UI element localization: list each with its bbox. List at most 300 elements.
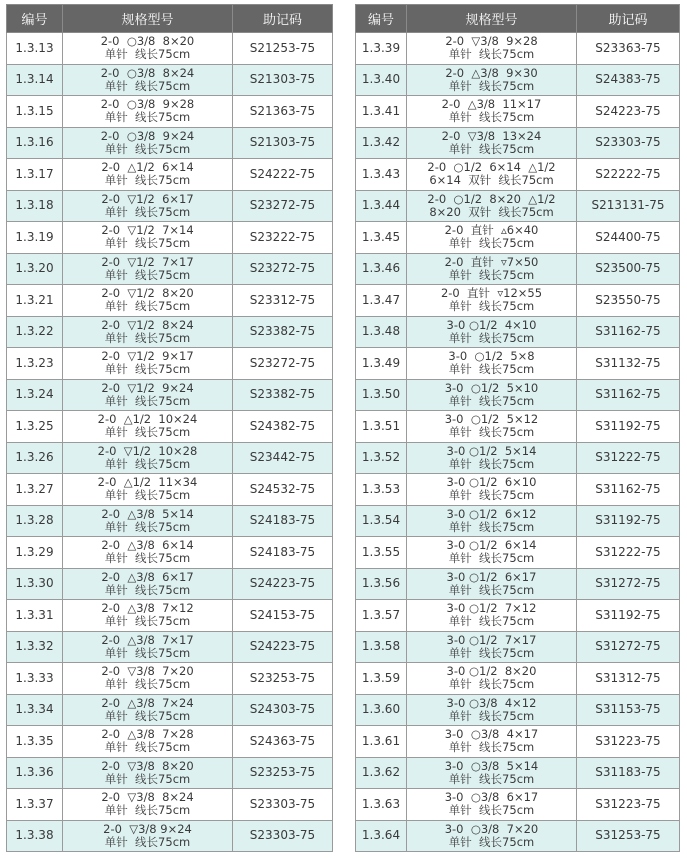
table-row (356, 568, 680, 600)
item-number: 1.3.35 (7, 726, 63, 758)
table-row (356, 190, 680, 222)
item-spec (407, 631, 577, 663)
table-row (7, 820, 333, 852)
item-code: S24222-75 (233, 159, 333, 191)
item-spec (63, 631, 233, 663)
item-spec (407, 379, 577, 411)
spec-line-1: 3-0 ○3/8 4×17 (444, 727, 539, 742)
spec-line-2: 单针 线长75cm (104, 393, 191, 408)
spec-line-1: 2-0 △3/8 5×14 (101, 506, 194, 521)
spec-line-1: 3-0 ○1/2 6×17 (446, 569, 537, 584)
spec-line-1: 2-0 ○3/8 9×24 (100, 128, 195, 143)
table-row (7, 442, 333, 474)
spec-line-1: 3-0 ○1/2 4×10 (446, 317, 537, 332)
item-number: 1.3.30 (7, 568, 63, 600)
item-number: 1.3.61 (356, 726, 407, 758)
table-row (7, 96, 333, 128)
spec-line-2: 单针 线长75cm (448, 267, 535, 282)
spec-line-2: 单针 线长75cm (104, 645, 191, 660)
spec-line-2: 单针 线长75cm (448, 299, 535, 314)
spec-line-2: 单针 线长75cm (448, 614, 535, 629)
spec-line-1: 3-0 ○3/8 7×20 (444, 821, 539, 836)
item-number: 1.3.37 (7, 789, 63, 821)
item-spec (63, 568, 233, 600)
item-spec (407, 285, 577, 317)
item-code: S31272-75 (577, 568, 680, 600)
table-row (7, 33, 333, 65)
spec-line-1: 2-0 ▽3/8 9×28 (445, 34, 538, 49)
spec-line-2: 单针 线长75cm (448, 425, 535, 440)
item-code: S22222-75 (577, 159, 680, 191)
table-row (7, 64, 333, 96)
item-number: 1.3.49 (356, 348, 407, 380)
item-number: 1.3.21 (7, 285, 63, 317)
table-row (356, 474, 680, 506)
item-code: S23382-75 (233, 379, 333, 411)
item-number: 1.3.17 (7, 159, 63, 191)
item-number: 1.3.38 (7, 820, 63, 852)
item-spec (407, 663, 577, 695)
spec-line-1: 2-0 ▽3/8 8×24 (101, 790, 194, 805)
item-number: 1.3.28 (7, 505, 63, 537)
spec-line-1: 2-0 ▽3/8 7×20 (101, 664, 194, 679)
table-row (7, 285, 333, 317)
header-number: 编号 (7, 5, 63, 33)
header-number: 编号 (356, 5, 407, 33)
item-number: 1.3.45 (356, 222, 407, 254)
spec-line-2: 单针 线长75cm (104, 456, 191, 471)
item-spec (63, 411, 233, 443)
item-number: 1.3.14 (7, 64, 63, 96)
table-row (7, 568, 333, 600)
item-number: 1.3.47 (356, 285, 407, 317)
item-code: S21303-75 (233, 64, 333, 96)
spec-line-1: 2-0 △1/2 10×24 (97, 412, 198, 427)
spec-line-2: 单针 线长75cm (104, 267, 191, 282)
item-number: 1.3.64 (356, 820, 407, 852)
item-spec (407, 537, 577, 569)
item-code: S23312-75 (233, 285, 333, 317)
spec-line-2: 单针 线长75cm (104, 519, 191, 534)
item-spec (407, 411, 577, 443)
spec-line-2: 6×14 双针 线长75cm (429, 173, 554, 188)
item-spec (407, 64, 577, 96)
item-code: S24303-75 (233, 694, 333, 726)
table-row (356, 600, 680, 632)
spec-line-1: 2-0 ○3/8 9×28 (100, 97, 195, 112)
item-code: S23222-75 (233, 222, 333, 254)
spec-line-1: 2-0 直针 ▿12×55 (440, 286, 543, 301)
item-code: S23272-75 (233, 190, 333, 222)
spec-line-1: 3-0 ○1/2 8×20 (446, 664, 537, 679)
header-spec: 规格型号 (63, 5, 233, 33)
item-number: 1.3.58 (356, 631, 407, 663)
spec-line-2: 单针 线长75cm (448, 236, 535, 251)
spec-line-2: 单针 线长75cm (104, 677, 191, 692)
item-code: S31192-75 (577, 411, 680, 443)
item-spec (63, 789, 233, 821)
item-spec (63, 222, 233, 254)
spec-line-1: 3-0 ○3/8 5×14 (444, 758, 539, 773)
spec-line-1: 3-0 ○1/2 5×8 (448, 349, 535, 364)
item-code: S23500-75 (577, 253, 680, 285)
item-number: 1.3.46 (356, 253, 407, 285)
item-spec (63, 694, 233, 726)
spec-line-1: 2-0 △3/8 6×14 (101, 538, 194, 553)
table-row (7, 789, 333, 821)
item-spec (407, 96, 577, 128)
spec-line-2: 单针 线长75cm (104, 110, 191, 125)
item-spec (407, 726, 577, 758)
item-code: S31222-75 (577, 537, 680, 569)
table-row (7, 127, 333, 159)
spec-line-2: 单针 线长75cm (448, 110, 535, 125)
spec-line-1: 3-0 ○3/8 4×12 (446, 695, 537, 710)
spec-line-1: 2-0 ○1/2 8×20 △1/2 (427, 191, 556, 206)
spec-line-2: 单针 线长75cm (448, 488, 535, 503)
item-spec (407, 789, 577, 821)
table-row (356, 222, 680, 254)
item-code: S24383-75 (577, 64, 680, 96)
spec-line-2: 单针 线长75cm (104, 740, 191, 755)
item-spec (407, 474, 577, 506)
spec-line-1: 2-0 △3/8 9×30 (445, 65, 538, 80)
spec-line-2: 单针 线长75cm (104, 78, 191, 93)
item-code: S31223-75 (577, 726, 680, 758)
product-table-right (355, 4, 680, 852)
item-code: S24183-75 (233, 537, 333, 569)
item-code: S23303-75 (577, 127, 680, 159)
spec-line-1: 2-0 △3/8 7×17 (101, 632, 194, 647)
item-code: S24223-75 (577, 96, 680, 128)
spec-line-1: 2-0 ▽1/2 10×28 (97, 443, 198, 458)
spec-line-1: 2-0 ○3/8 8×20 (100, 34, 195, 49)
item-spec (63, 190, 233, 222)
table-row (356, 348, 680, 380)
spec-line-1: 2-0 ▽1/2 8×24 (101, 317, 194, 332)
item-code: S31162-75 (577, 316, 680, 348)
item-number: 1.3.19 (7, 222, 63, 254)
item-code: S31312-75 (577, 663, 680, 695)
item-code: S31153-75 (577, 694, 680, 726)
spec-line-1: 2-0 △3/8 6×17 (101, 569, 194, 584)
spec-line-2: 单针 线长75cm (448, 834, 535, 849)
spec-line-2: 单针 线长75cm (104, 803, 191, 818)
item-code: S23303-75 (233, 820, 333, 852)
item-spec (407, 190, 577, 222)
table-row (7, 757, 333, 789)
item-spec (63, 505, 233, 537)
spec-line-1: 2-0 ▽1/2 9×17 (101, 349, 194, 364)
item-spec (63, 348, 233, 380)
table-row (356, 694, 680, 726)
spec-line-1: 2-0 ▽3/8 8×20 (101, 758, 194, 773)
spec-line-2: 单针 线长75cm (448, 330, 535, 345)
spec-line-1: 2-0 ○3/8 8×24 (100, 65, 195, 80)
item-spec (407, 568, 577, 600)
item-spec (407, 33, 577, 65)
item-code: S31272-75 (577, 631, 680, 663)
table-row (356, 505, 680, 537)
item-number: 1.3.51 (356, 411, 407, 443)
spec-line-1: 2-0 ▽1/2 9×24 (101, 380, 194, 395)
item-code: S23272-75 (233, 348, 333, 380)
item-number: 1.3.33 (7, 663, 63, 695)
item-spec (63, 33, 233, 65)
header-row (356, 5, 680, 33)
item-code: S31162-75 (577, 379, 680, 411)
item-code: S31183-75 (577, 757, 680, 789)
table-row (356, 64, 680, 96)
item-code: S21363-75 (233, 96, 333, 128)
item-code: S23363-75 (577, 33, 680, 65)
item-spec (407, 316, 577, 348)
item-code: S23253-75 (233, 663, 333, 695)
item-number: 1.3.23 (7, 348, 63, 380)
table-row (7, 348, 333, 380)
spec-line-2: 单针 线长75cm (448, 551, 535, 566)
item-spec (63, 600, 233, 632)
item-spec (407, 348, 577, 380)
spec-line-2: 单针 线长75cm (448, 771, 535, 786)
item-code: S31222-75 (577, 442, 680, 474)
item-spec (407, 442, 577, 474)
table-row (356, 253, 680, 285)
item-number: 1.3.41 (356, 96, 407, 128)
item-code: S31132-75 (577, 348, 680, 380)
item-number: 1.3.60 (356, 694, 407, 726)
spec-line-2: 单针 线长75cm (104, 551, 191, 566)
table-row (356, 537, 680, 569)
item-code: S21253-75 (233, 33, 333, 65)
product-table-left (6, 4, 333, 852)
table-row (7, 253, 333, 285)
item-code: S24532-75 (233, 474, 333, 506)
spec-line-1: 2-0 △3/8 7×12 (101, 601, 194, 616)
item-number: 1.3.63 (356, 789, 407, 821)
item-code: S24400-75 (577, 222, 680, 254)
table-row (7, 505, 333, 537)
spec-line-1: 2-0 ○1/2 6×14 △1/2 (427, 160, 556, 175)
spec-line-1: 2-0 △3/8 7×28 (101, 727, 194, 742)
spec-line-2: 单针 线长75cm (104, 173, 191, 188)
item-number: 1.3.59 (356, 663, 407, 695)
item-spec (63, 159, 233, 191)
item-number: 1.3.56 (356, 568, 407, 600)
table-row (356, 379, 680, 411)
item-number: 1.3.15 (7, 96, 63, 128)
spec-line-2: 单针 线长75cm (448, 456, 535, 471)
spec-line-1: 3-0 ○1/2 6×14 (446, 538, 537, 553)
spec-line-1: 3-0 ○3/8 6×17 (444, 790, 539, 805)
spec-line-1: 2-0 △3/8 7×24 (101, 695, 194, 710)
spec-line-1: 2-0 △1/2 11×34 (97, 475, 198, 490)
item-spec (63, 442, 233, 474)
spec-line-1: 2-0 ▽1/2 7×17 (101, 254, 194, 269)
spec-line-2: 单针 线长75cm (104, 614, 191, 629)
spec-line-2: 单针 线长75cm (448, 708, 535, 723)
spec-line-2: 单针 线长75cm (104, 834, 191, 849)
item-code: S23442-75 (233, 442, 333, 474)
spec-line-2: 单针 线长75cm (104, 236, 191, 251)
item-number: 1.3.62 (356, 757, 407, 789)
item-spec (63, 316, 233, 348)
item-number: 1.3.39 (356, 33, 407, 65)
item-code: S24382-75 (233, 411, 333, 443)
table-row (7, 222, 333, 254)
item-number: 1.3.32 (7, 631, 63, 663)
spec-line-2: 单针 线长75cm (104, 47, 191, 62)
spec-line-1: 2-0 直针 ▿7×50 (444, 254, 539, 269)
item-number: 1.3.18 (7, 190, 63, 222)
item-spec (407, 505, 577, 537)
item-number: 1.3.20 (7, 253, 63, 285)
table-row (356, 789, 680, 821)
item-spec (407, 253, 577, 285)
table-row (7, 663, 333, 695)
item-number: 1.3.13 (7, 33, 63, 65)
item-number: 1.3.36 (7, 757, 63, 789)
item-spec (63, 757, 233, 789)
table-row (356, 411, 680, 443)
table-row (356, 820, 680, 852)
item-spec (63, 379, 233, 411)
table-row (356, 663, 680, 695)
item-number: 1.3.43 (356, 159, 407, 191)
spec-line-1: 2-0 ▽1/2 7×14 (101, 223, 194, 238)
item-spec (407, 694, 577, 726)
spec-line-1: 2-0 △3/8 11×17 (441, 97, 542, 112)
item-code: S24153-75 (233, 600, 333, 632)
table-row (7, 411, 333, 443)
item-number: 1.3.55 (356, 537, 407, 569)
item-number: 1.3.50 (356, 379, 407, 411)
spec-line-2: 单针 线长75cm (104, 488, 191, 503)
table-row (7, 474, 333, 506)
spec-line-2: 单针 线长75cm (104, 582, 191, 597)
item-spec (63, 64, 233, 96)
item-code: S31223-75 (577, 789, 680, 821)
spec-line-2: 单针 线长75cm (104, 425, 191, 440)
table-row (7, 694, 333, 726)
table-row (356, 316, 680, 348)
table-row (356, 127, 680, 159)
item-spec (63, 663, 233, 695)
table-row (356, 96, 680, 128)
item-code: S23272-75 (233, 253, 333, 285)
item-spec (63, 127, 233, 159)
header-row (7, 5, 333, 33)
item-number: 1.3.16 (7, 127, 63, 159)
item-code: S23253-75 (233, 757, 333, 789)
item-code: S23550-75 (577, 285, 680, 317)
item-spec (63, 96, 233, 128)
item-spec (63, 285, 233, 317)
table-row (7, 159, 333, 191)
spec-line-2: 单针 线长75cm (448, 362, 535, 377)
table-row (7, 537, 333, 569)
item-number: 1.3.40 (356, 64, 407, 96)
item-number: 1.3.44 (356, 190, 407, 222)
item-number: 1.3.53 (356, 474, 407, 506)
spec-line-1: 3-0 ○1/2 5×14 (446, 443, 537, 458)
spec-line-2: 单针 线长75cm (448, 740, 535, 755)
item-spec (407, 820, 577, 852)
item-number: 1.3.31 (7, 600, 63, 632)
table-row (7, 190, 333, 222)
item-spec (407, 600, 577, 632)
table-row (356, 285, 680, 317)
spec-line-2: 单针 线长75cm (448, 47, 535, 62)
spec-line-2: 单针 线长75cm (104, 771, 191, 786)
table-row (356, 726, 680, 758)
spec-line-2: 单针 线长75cm (104, 204, 191, 219)
spec-line-1: 3-0 ○1/2 6×12 (446, 506, 537, 521)
item-code: S21303-75 (233, 127, 333, 159)
spec-line-1: 3-0 ○1/2 7×12 (446, 601, 537, 616)
item-code: S24223-75 (233, 631, 333, 663)
spec-line-2: 单针 线长75cm (448, 141, 535, 156)
spec-line-2: 单针 线长75cm (448, 78, 535, 93)
item-code: S31192-75 (577, 600, 680, 632)
item-code: S23382-75 (233, 316, 333, 348)
table-row (7, 379, 333, 411)
spec-line-1: 2-0 ▽3/8 13×24 (441, 128, 542, 143)
item-spec (63, 253, 233, 285)
spec-line-2: 单针 线长75cm (104, 330, 191, 345)
header-code: 助记码 (233, 5, 333, 33)
item-number: 1.3.54 (356, 505, 407, 537)
spec-line-2: 单针 线长75cm (104, 362, 191, 377)
spec-line-2: 单针 线长75cm (104, 708, 191, 723)
spec-line-2: 单针 线长75cm (104, 299, 191, 314)
table-row (7, 631, 333, 663)
item-code: S213131-75 (577, 190, 680, 222)
spec-line-1: 3-0 ○1/2 6×10 (446, 475, 537, 490)
spec-line-1: 2-0 ▽3/8 9×24 (103, 821, 192, 836)
spec-line-2: 单针 线长75cm (448, 582, 535, 597)
header-spec: 规格型号 (407, 5, 577, 33)
item-code: S31192-75 (577, 505, 680, 537)
spec-line-1: 3-0 ○1/2 7×17 (446, 632, 537, 647)
table-row (356, 631, 680, 663)
item-code: S24183-75 (233, 505, 333, 537)
item-code: S23303-75 (233, 789, 333, 821)
item-number: 1.3.25 (7, 411, 63, 443)
spec-line-1: 2-0 ▽1/2 6×17 (101, 191, 194, 206)
spec-line-1: 2-0 △1/2 6×14 (101, 160, 194, 175)
item-number: 1.3.42 (356, 127, 407, 159)
item-spec (63, 474, 233, 506)
item-number: 1.3.52 (356, 442, 407, 474)
spec-line-2: 单针 线长75cm (448, 677, 535, 692)
item-code: S24363-75 (233, 726, 333, 758)
item-spec (407, 159, 577, 191)
item-number: 1.3.57 (356, 600, 407, 632)
spec-line-2: 单针 线长75cm (448, 393, 535, 408)
spec-line-2: 单针 线长75cm (448, 803, 535, 818)
table-row (7, 726, 333, 758)
item-code: S31162-75 (577, 474, 680, 506)
item-spec (407, 127, 577, 159)
item-code: S24223-75 (233, 568, 333, 600)
item-code: S31253-75 (577, 820, 680, 852)
item-spec (407, 757, 577, 789)
item-number: 1.3.48 (356, 316, 407, 348)
item-number: 1.3.34 (7, 694, 63, 726)
item-spec (407, 222, 577, 254)
item-number: 1.3.26 (7, 442, 63, 474)
